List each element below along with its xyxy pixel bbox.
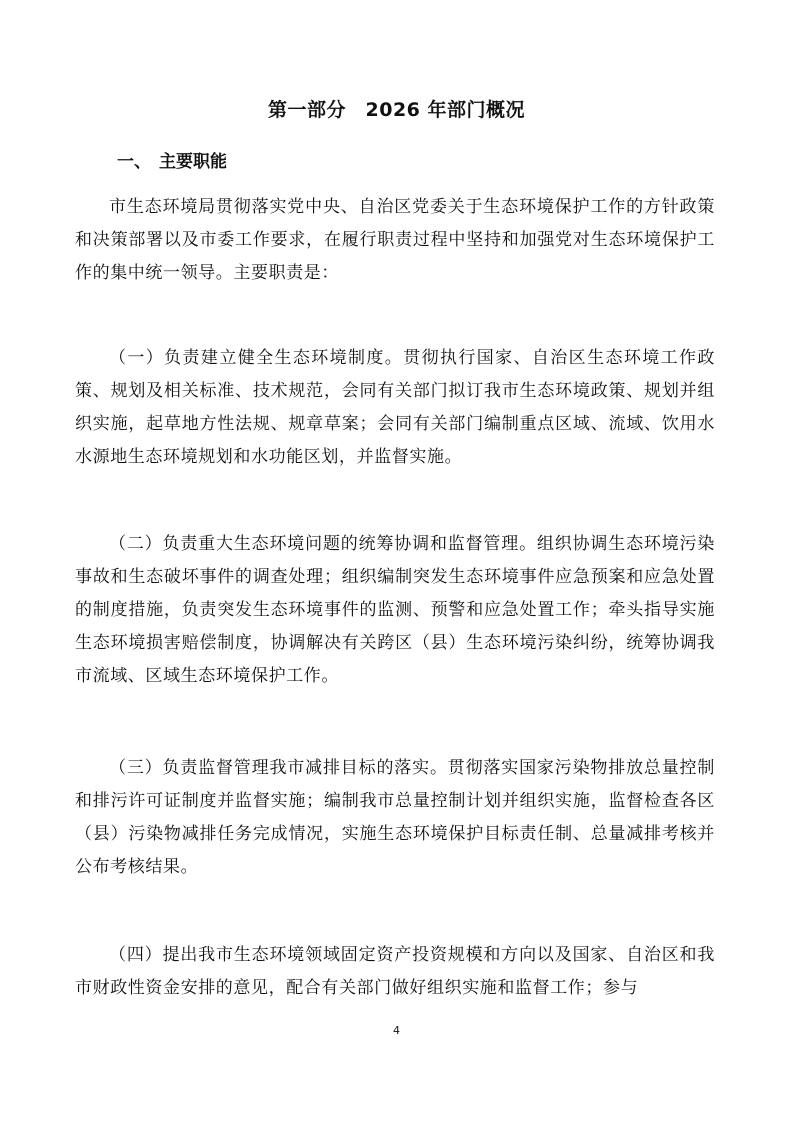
intro-paragraph: 市生态环境局贯彻落实党中央、自治区党委关于生态环境保护工作的方针政策和决策部署以及市委工作要求，在履行职责过程中坚持和加强党对生态环境保护工作的集中统一领导。主要职责是：	[75, 197, 715, 283]
page-title: 第一部分 2026 年部门概况	[268, 99, 525, 121]
duty-paragraph-4: （四）提出我市生态环境领域固定资产投资规模和方向以及国家、自治区和我市财政性资金安排的意见，配合有关部门做好组织实施和监督工作；参与	[75, 945, 715, 998]
duty-paragraph-3: （三）负责监督管理我市减排目标的落实。贯彻落实国家污染物排放总量控制和排污许可证制度并监督实施；编制我市总量控制计划并组织实施，监督检查各区（县）污染物减排任务完成情况，实施生态环境保护目标责任制、总量减排考核并公布考核结果。	[75, 758, 715, 877]
page-number: 4	[393, 1024, 400, 1037]
duty-paragraph-2: （二）负责重大生态环境问题的统筹协调和监督管理。组织协调生态环境污染事故和生态破坏事件的调查处理；组织编制突发生态环境事件应急预案和应急处置的制度措施，负责突发生态环境事件的监测、预警和应急处置工作；牵头指导实施生态环境损害赔偿制度，协调解决有关跨区（县）生态环境污染纠纷，统筹协调我市流域、区域生态环境保护工作。	[75, 534, 715, 686]
section-title: 主要职能	[159, 152, 227, 172]
duty-paragraph-1: （一）负责建立健全生态环境制度。贯彻执行国家、自治区生态环境工作政策、规划及相关标准、技术规范，会同有关部门拟订我市生态环境政策、规划并组织实施，起草地方性法规、规章草案；会同有关部门编制重点区域、流域、饮用水水源地生态环境规划和水功能区划，并监督实施。	[75, 348, 715, 467]
section-number: 一、	[117, 152, 151, 172]
section-heading	[117, 148, 227, 176]
